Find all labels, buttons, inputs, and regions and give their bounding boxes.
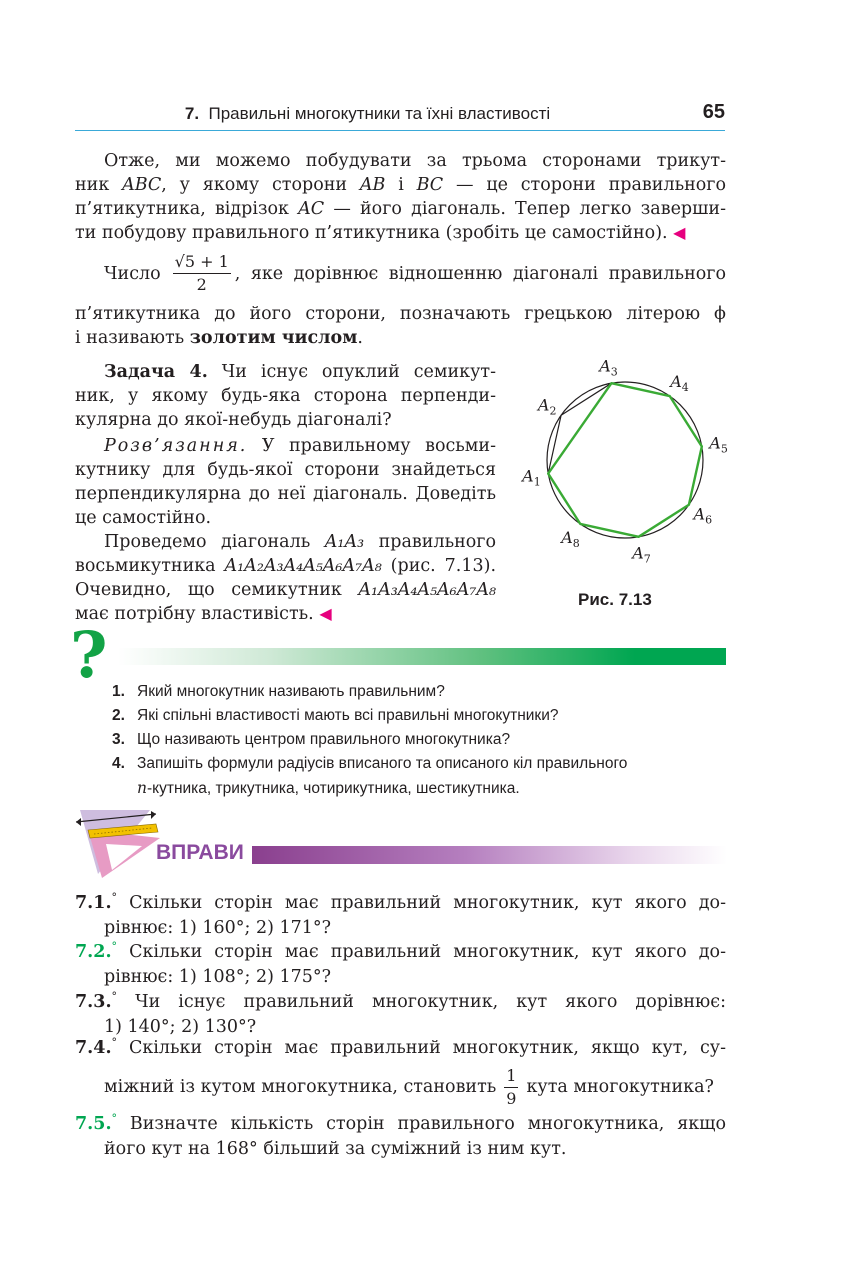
review-questions <box>112 680 727 801</box>
vertex-label: $A_8$ <box>561 527 580 550</box>
para1-line4: ти побудову правильного п’ятикутника (зробіть це самостійно). ◀ <box>75 223 686 243</box>
solution-line1: Розв’язання. У правильному восьми- <box>104 436 496 456</box>
exercises-title: ВПРАВИ <box>156 841 244 864</box>
proof-line3: Очевидно, що семикутник A₁A₃A₄A₅A₆A₇A₈ <box>75 580 496 600</box>
fraction-one-ninth: $\frac{1}{9}$ <box>506 1065 517 1108</box>
end-of-proof-marker: ◀ <box>319 604 332 623</box>
exercise-item: 7.2.° Скільки сторін має правильний многокутник, кут якого до- рівнює: 1) 108°; 2) 175°? <box>75 940 726 987</box>
chapter-heading <box>75 104 660 124</box>
task4-label: Задача 4. <box>104 362 208 382</box>
exercises-banner-bar <box>252 846 727 864</box>
vertex-label: $A_1$ <box>522 466 541 489</box>
exercise-item: 7.4.° Скільки сторін має правильний многокутник, якщо кут, су- міжний із кутом многокутника, становить $\frac{1}{9}$ кута многокутника? <box>75 1036 726 1108</box>
para1-line3: п’ятикутника, відрізок AC — його діагональ. Тепер легко заверши- <box>75 199 726 219</box>
ruler-triangle-icon <box>72 808 164 880</box>
fraction-golden: $\frac{√5 + 1}{2}$ <box>174 252 229 294</box>
circumscribed-circle <box>547 382 703 538</box>
vertex-label: $A_4$ <box>670 372 689 395</box>
solution-label: Розв’язання. <box>104 436 248 456</box>
task4-line3: кулярна до якої-небудь діагоналі? <box>75 410 392 430</box>
exercise-item: 7.3.° Чи існує правильний многокутник, кут якого дорівнює: 1) 140°; 2) 130°? <box>75 990 726 1037</box>
page-header <box>75 98 725 131</box>
regular-octagon <box>548 383 702 537</box>
figure-caption: Рис. 7.13 <box>578 590 652 609</box>
para2-line2: п’ятикутника до його сторони, позначають грецькою літерою ϕ <box>75 304 726 324</box>
vertex-label: $A_5$ <box>709 433 728 456</box>
task4-line2: ник, у якому будь-яка сторона перпенди- <box>75 386 496 406</box>
vertex-label: $A_7$ <box>632 543 651 566</box>
vertex-label: $A_2$ <box>537 395 557 418</box>
para2-line3: і називають золотим числом. <box>75 328 363 348</box>
questions-banner-bar <box>118 648 726 665</box>
question-item: 4. Запишіть формули радіусів вписаного та описаного кіл правильного n-кутника, трикутника, чотирикутника, шестикутника. <box>112 755 628 797</box>
end-of-proof-marker: ◀ <box>673 223 686 242</box>
page-number: 65 <box>702 101 725 123</box>
para2-line1: Число $\frac{√5 + 1}{2}$ , яке дорівнює відношенню діагоналі правильного <box>104 252 726 294</box>
para1-line2: ник ABC, у якому сторони AB і BC — це сторони правильного <box>75 175 726 195</box>
question-mark-icon: ? <box>70 618 108 693</box>
solution-line2: кутнику для будь-якої сторони знайдеться <box>75 460 496 480</box>
chapter-number: 7. <box>184 104 200 123</box>
exercise-item: 7.1.° Скільки сторін має правильний многокутник, кут якого до- рівнює: 1) 160°; 2) 171°? <box>75 891 726 938</box>
heptagon-a1a3a4a5a6a7a8 <box>548 383 702 537</box>
vertex-label: $A_6$ <box>693 504 713 527</box>
proof-line4: має потрібну властивість. ◀ <box>75 604 332 624</box>
octagon-figure <box>515 360 735 570</box>
para1-line1: Отже, ми можемо побудувати за трьома сторонами трикут- <box>104 151 726 171</box>
proof-line2: восьмикутника A₁A₂A₃A₄A₅A₆A₇A₈ (рис. 7.13). <box>75 556 497 576</box>
vertex-label: $A_3$ <box>599 360 618 379</box>
proof-line1: Проведемо діагональ A₁A₃ правильного <box>104 532 496 552</box>
task4-line1: Задача 4. Чи існує опуклий семикут- <box>104 362 496 382</box>
question-item: 3. Що називають центром правильного многокутника? <box>112 731 511 748</box>
exercise-item: 7.5.° Визначте кількість сторін правильного многокутника, якщо його кут на 168° більший за суміжний із ним кут. <box>75 1112 726 1159</box>
solution-line3: перпендикулярна до неї діагональ. Доведіть <box>75 484 496 504</box>
question-item: 2. Які спільні властивості мають всі правильні многокутники? <box>112 707 559 724</box>
question-item: 1. Який многокутник називають правильним? <box>112 683 445 700</box>
chapter-title: Правильні многокутники та їхні властивості <box>208 104 551 123</box>
solution-line4: це самостійно. <box>75 508 212 528</box>
